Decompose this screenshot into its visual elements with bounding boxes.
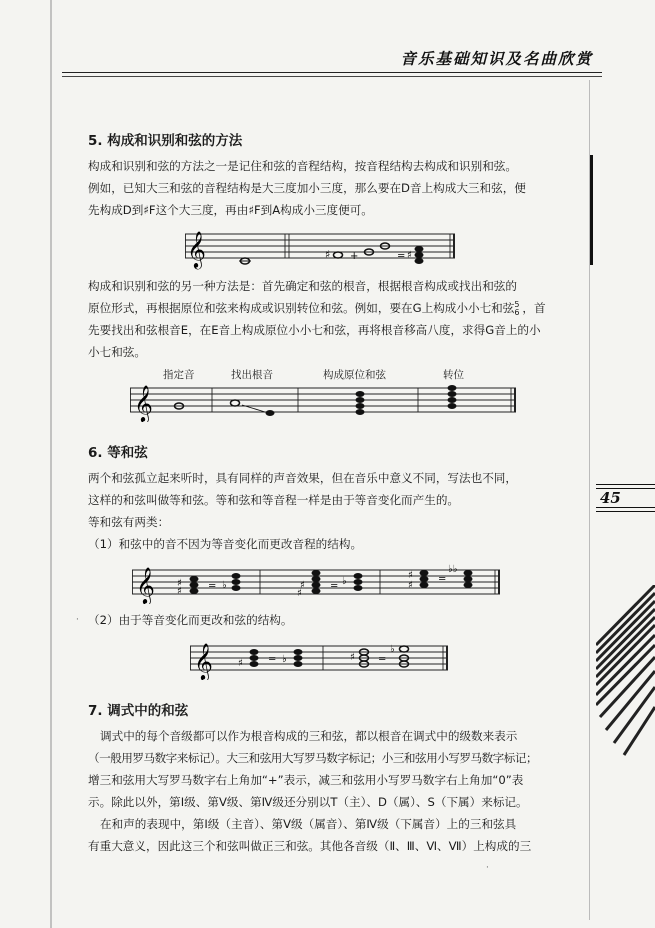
page-number-rule-bottom bbox=[596, 507, 655, 508]
equals-icon: = bbox=[330, 581, 339, 592]
staff-d-major-triad bbox=[185, 224, 457, 270]
s5-para-3d: 小七和弦。 bbox=[88, 345, 146, 359]
equals-icon: = bbox=[208, 581, 217, 592]
staff-enharmonic-type-1 bbox=[132, 558, 502, 604]
staff-enharmonic-type-2 bbox=[190, 636, 450, 680]
flat-icon: ♭ bbox=[342, 576, 347, 587]
margin-dot: · bbox=[486, 863, 489, 873]
note-e bbox=[266, 410, 275, 416]
s5-para-3b-text: 原位形式，再根据原位和弦来构成或识别转位和弦。例如，要在G上构成小小七和弦 bbox=[88, 301, 515, 315]
chord-d bbox=[356, 391, 365, 397]
sharp-icon: ♯ bbox=[300, 580, 305, 591]
equals-icon: = bbox=[438, 574, 447, 585]
label-given-note: 指定音 bbox=[163, 369, 195, 381]
chord-d bbox=[415, 258, 424, 264]
sharp-icon: ♯ bbox=[297, 588, 302, 599]
label-inversion: 转位 bbox=[443, 369, 464, 381]
s6-item-1: （1）和弦中的音不因为等音变化而更改音程的结构。 bbox=[88, 537, 363, 551]
section-7-title: 7. 调式中的和弦 bbox=[88, 703, 189, 719]
inv-e bbox=[448, 385, 457, 391]
figured-bass: 5 6 bbox=[514, 299, 520, 317]
s5-para-2a: 例如，已知大三和弦的音程结构是大三度加小三度，那么要在D音上构成大三和弦，便 bbox=[88, 181, 526, 195]
decorative-stripes bbox=[596, 585, 655, 785]
section-5-title: 5. 构成和识别和弦的方法 bbox=[88, 133, 243, 149]
label-root-position: 构成原位和弦 bbox=[323, 369, 386, 381]
equals-icon: = bbox=[397, 251, 406, 262]
flat-icon: ♭ bbox=[222, 580, 227, 591]
s6-item-2: （2）由于等音变化而更改和弦的结构。 bbox=[88, 613, 293, 627]
sharp-icon: ♯ bbox=[350, 652, 355, 663]
chord-g bbox=[356, 403, 365, 409]
page-number: 45 bbox=[600, 489, 621, 507]
s7-para-1c: 增三和弦用大写罗马数字右上角加“+”表示，减三和弦用小写罗马数字右上角加“0”表 bbox=[88, 773, 524, 787]
plus-icon: + bbox=[350, 251, 359, 262]
inv-b bbox=[448, 397, 457, 403]
section-6-title: 6. 等和弦 bbox=[88, 445, 148, 461]
margin-bar bbox=[590, 155, 593, 265]
flat-icon: ♭ bbox=[390, 644, 395, 655]
inv-g bbox=[448, 403, 457, 409]
s6-para-2: 等和弦有两类： bbox=[88, 515, 170, 529]
s6-para-1b: 这样的和弦叫做等和弦。等和弦和等音程一样是由于等音变化而产生的。 bbox=[88, 493, 460, 507]
chord-e bbox=[356, 409, 365, 415]
s7-para-2b: 有重大意义，因此这三个和弦叫做正三和弦。其他各音级（Ⅱ、Ⅲ、Ⅵ、Ⅶ）上构成的三 bbox=[88, 839, 532, 853]
treble-clef-icon: 𝄞 bbox=[134, 384, 153, 422]
sharp-icon: ♯ bbox=[177, 586, 182, 597]
sharp-icon: ♯ bbox=[408, 570, 413, 581]
equals-icon: = bbox=[378, 654, 387, 665]
staff-inversion-example bbox=[130, 378, 518, 422]
treble-clef-icon: 𝄞 bbox=[194, 642, 213, 680]
inv-d bbox=[448, 391, 457, 397]
sharp-icon: ♯ bbox=[407, 250, 412, 261]
s7-para-1d: 示。除此以外，第Ⅰ级、第Ⅴ级、第Ⅳ级还分别以T（主）、D（属）、S（下属）来标记。 bbox=[88, 795, 528, 809]
margin-dot: · bbox=[76, 615, 79, 625]
s6-para-1a: 两个和弦孤立起来听时，具有同样的声音效果，但在音乐中意义不同，写法也不同， bbox=[88, 471, 517, 485]
s7-para-1a: 调式中的每个音级都可以作为根音构成的三和弦，都以根音在调式中的级数来表示 bbox=[100, 729, 518, 743]
note-g-2 bbox=[231, 400, 240, 406]
label-find-root: 找出根音 bbox=[231, 369, 273, 381]
flat-icon: ♭ bbox=[282, 654, 287, 665]
note-f-sharp bbox=[334, 252, 343, 258]
header-rule bbox=[62, 72, 602, 73]
treble-clef-icon: 𝄞 bbox=[187, 230, 206, 268]
page-number-rule-bottom2 bbox=[596, 511, 655, 512]
s5-para-3b bbox=[88, 297, 546, 319]
sharp-icon: ♯ bbox=[408, 580, 413, 591]
s7-para-1b: （一般用罗马数字来标记）。大三和弦用大写罗马数字标记；小三和弦用小写罗马数字标记； bbox=[88, 751, 538, 765]
chord-a bbox=[415, 246, 424, 252]
s5-para-3c: 先要找出和弦根音E，在E音上构成原位小小七和弦，再将根音移高八度，求得G音上的小 bbox=[88, 323, 541, 337]
binding-edge bbox=[50, 0, 52, 928]
s5-para-1: 构成和识别和弦的方法之一是记住和弦的音程结构，按音程结构去构成和识别和弦。 bbox=[88, 159, 517, 173]
sharp-icon: ♯ bbox=[325, 248, 331, 261]
chord-b bbox=[356, 397, 365, 403]
header-rule-thin bbox=[62, 76, 602, 77]
treble-clef-icon: 𝄞 bbox=[136, 566, 155, 604]
equals-icon: = bbox=[268, 654, 277, 665]
chord-f-sharp bbox=[415, 252, 424, 258]
sharp-icon: ♯ bbox=[238, 658, 243, 669]
sharp-icon: ♯ bbox=[177, 578, 182, 589]
s5-para-3b-end: ，首 bbox=[522, 301, 546, 315]
s5-para-2b: 先构成D到♯F这个大三度，再由♯F到A构成小三度便可。 bbox=[88, 203, 373, 217]
page-number-rule-top bbox=[596, 484, 655, 485]
flat-icon: ♭♭ bbox=[448, 564, 458, 575]
running-head: 音乐基础知识及名曲欣赏 bbox=[400, 49, 593, 68]
s5-para-3a: 构成和识别和弦的另一种方法是：首先确定和弦的根音，根据根音构成或找出和弦的 bbox=[88, 279, 517, 293]
s7-para-2a: 在和声的表现中，第Ⅰ级（主音）、第Ⅴ级（属音）、第Ⅳ级（下属音）上的三和弦具 bbox=[100, 817, 517, 831]
